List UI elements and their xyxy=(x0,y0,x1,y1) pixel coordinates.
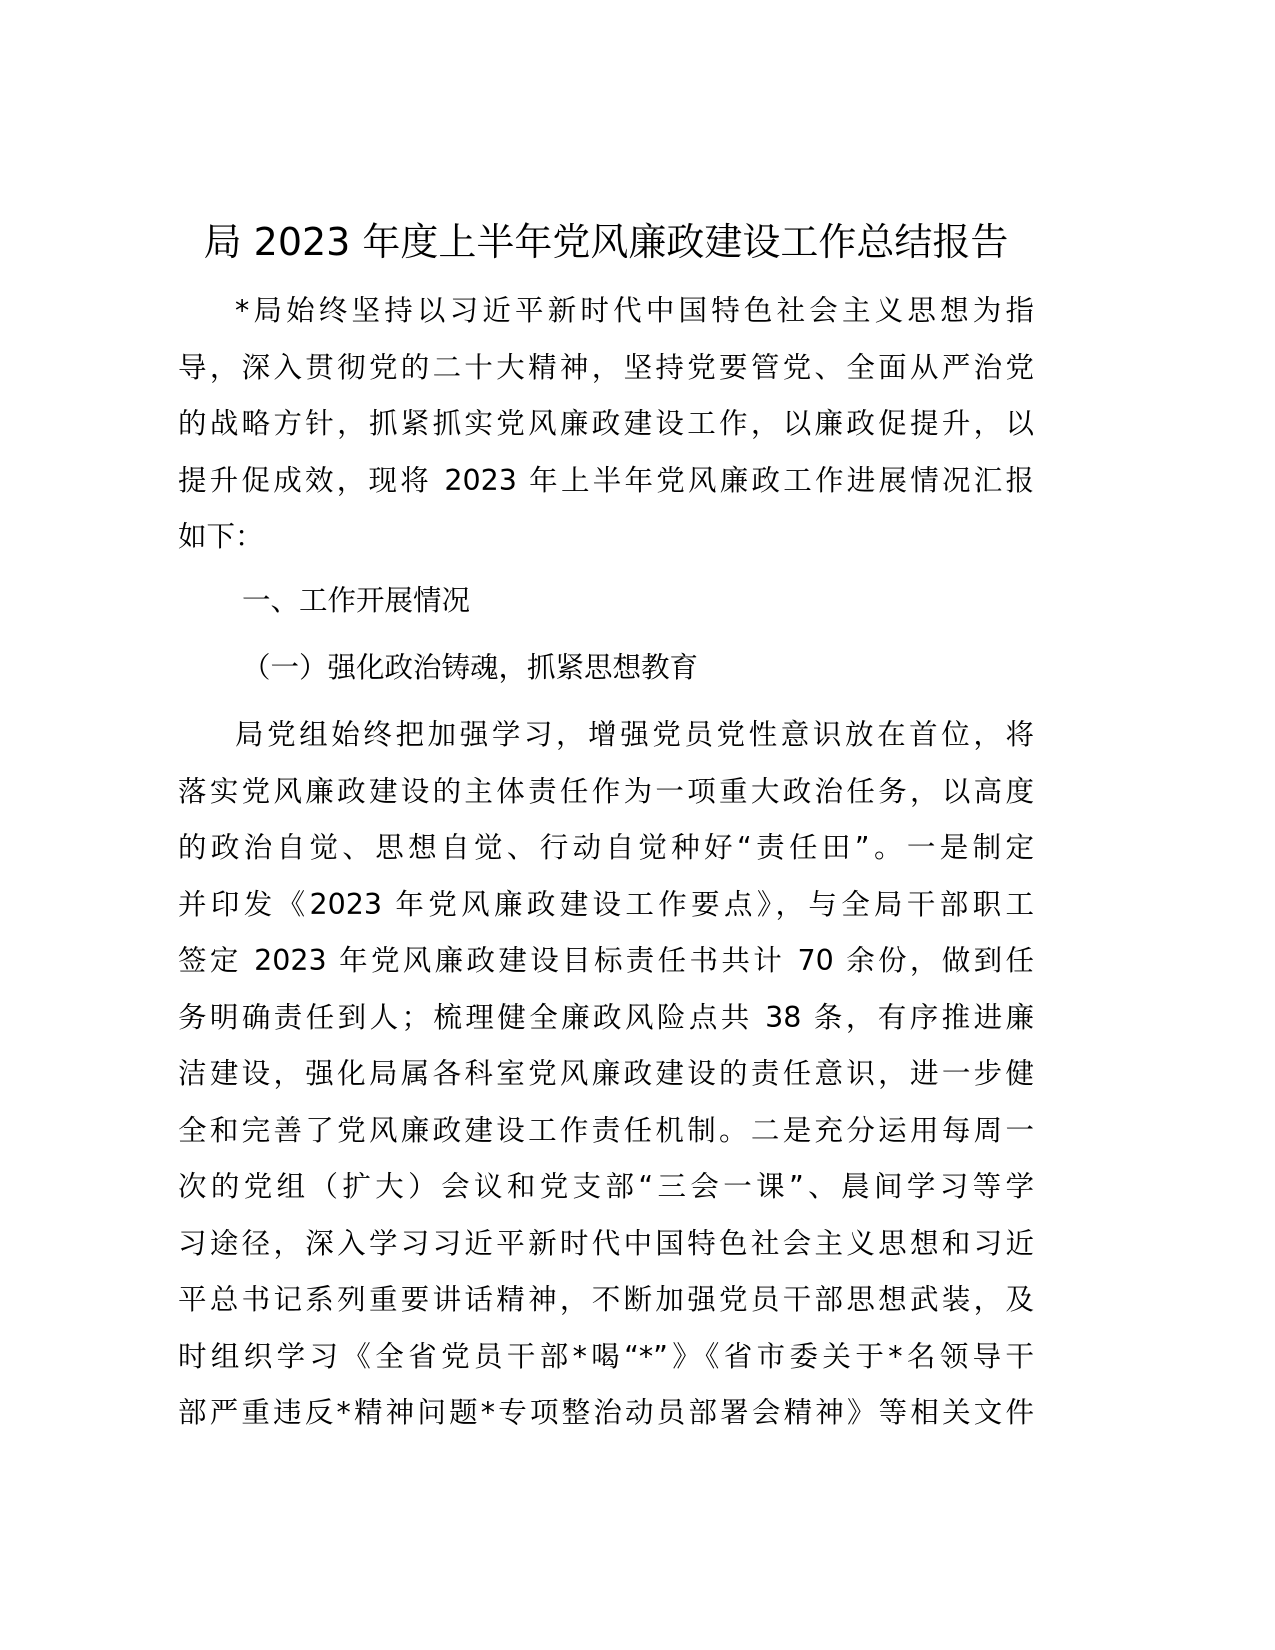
text-line: 提升促成效，现将 2023 年上半年党风廉政工作进展情况汇报 xyxy=(178,463,1034,497)
document-title: 局 2023 年度上半年党风廉政建设工作总结报告 xyxy=(203,220,1009,264)
text-line: 部严重违反*精神问题*专项整治动员部署会精神》等相关文件 xyxy=(178,1396,1034,1429)
text-line: 落实党风廉政建设的主体责任作为一项重大政治任务，以高度 xyxy=(178,774,1034,808)
text-line: 习途径，深入学习习近平新时代中国特色社会主义思想和习近 xyxy=(178,1226,1034,1260)
text-line: 如下： xyxy=(178,520,264,553)
text-line: *局始终坚持以习近平新时代中国特色社会主义思想为指 xyxy=(235,294,1034,327)
text-line: 平总书记系列重要讲话精神，不断加强党员干部思想武装，及 xyxy=(178,1283,1034,1316)
subsection-heading: （一）强化政治铸魂，抓紧思想教育 xyxy=(242,651,699,684)
text-line: 次的党组（扩大）会议和党支部“三会一课”、晨间学习等学 xyxy=(178,1170,1034,1203)
text-line: 导，深入贯彻党的二十大精神，坚持党要管党、全面从严治党 xyxy=(178,350,1034,384)
text-line: 务明确责任到人；梳理健全廉政风险点共 38 条，有序推进廉 xyxy=(178,1000,1034,1034)
intro-paragraph xyxy=(178,283,1034,566)
text-line: 的政治自觉、思想自觉、行动自觉种好“责任田”。一是制定 xyxy=(178,831,1034,864)
body-paragraph xyxy=(178,707,1034,1442)
text-line: 并印发《2023 年党风廉政建设工作要点》，与全局干部职工 xyxy=(178,887,1034,921)
text-line: 签定 2023 年党风廉政建设目标责任书共计 70 余份，做到任 xyxy=(178,944,1034,977)
text-line: 全和完善了党风廉政建设工作责任机制。二是充分运用每周一 xyxy=(178,1113,1034,1147)
text-line: 的战略方针，抓紧抓实党风廉政建设工作，以廉政促提升，以 xyxy=(178,407,1034,440)
text-line: 局党组始终把加强学习，增强党员党性意识放在首位，将 xyxy=(235,718,1034,751)
text-line: 洁建设，强化局属各科室党风廉政建设的责任意识，进一步健 xyxy=(178,1057,1034,1090)
section-heading: 一、工作开展情况 xyxy=(242,584,471,617)
text-line: 时组织学习《全省党员干部*喝“*”》《省市委关于*名领导干 xyxy=(178,1339,1034,1373)
